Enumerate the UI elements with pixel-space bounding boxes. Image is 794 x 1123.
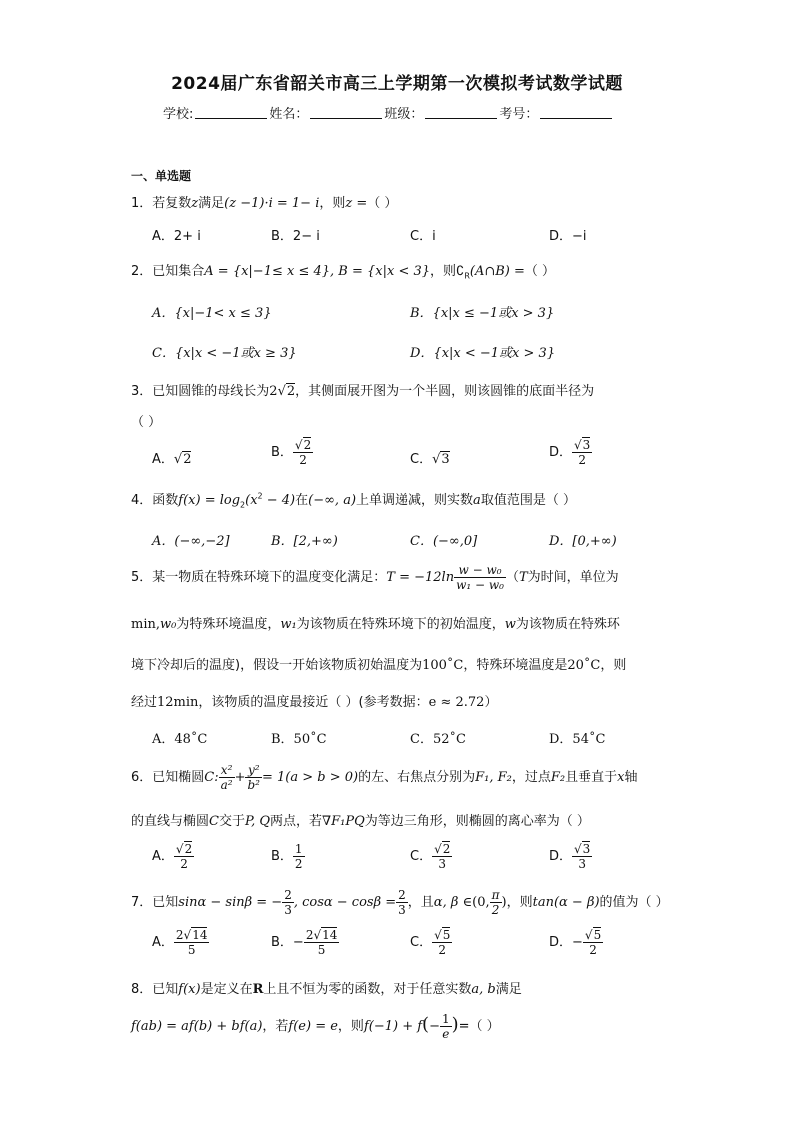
q5-option-a: A．48˚C [152,732,208,747]
q1-option-b: B．2− i [271,229,320,244]
q7-option-a: A． $\frac{2√14}{5}$ [152,928,208,957]
question-3-paren: （ ） [131,415,162,430]
question-5-line-3: 境下冷却后的温度)，假设一开始该物质初始温度为100˚C，特殊环境温度是20˚C，则 [131,658,627,673]
q7-option-d: D．− $\frac{√5}{2}$ [549,928,602,957]
q2-option-c: C．{x|x < −1或x ≥ 3} [152,346,297,361]
school-blank[interactable] [195,106,267,119]
q5-option-c: C．52˚C [410,732,466,747]
q5-option-b: B．50˚C [271,732,327,747]
q7-option-c: C． $\frac{√5}{2}$ [410,928,451,957]
question-8-line-2: f(ab) = af(b) + bf(a)，若f(e) = e，则f(−1) + f(− $\frac{1}{e}$ )=（ ） [131,1012,500,1041]
q7-option-b: B．− $\frac{2√14}{5}$ [271,928,338,957]
number-label: 考号： [499,107,539,122]
question-6-line-2: 的直线与椭圆C交于P, Q两点，若∇F₁PQ为等边三角形，则椭圆的离心率为（ ） [131,814,590,829]
q2-option-d: D．{x|x < −1或x > 3} [410,346,556,361]
q1-option-d: D．−i [549,229,587,244]
q6-option-b: B． $\frac{1}{2}$ [271,842,303,871]
q2-option-a: A．{x|−1< x ≤ 3} [152,306,272,321]
question-3-stem: 3．已知圆锥的母线长为2√2，其侧面展开图为一个半圆，则该圆锥的底面半径为 [131,384,595,399]
q6-option-c: C． $\frac{√2}{3}$ [410,842,451,871]
question-5-line-2: min,w₀为特殊环境温度，w₁为该物质在特殊环境下的初始温度，w为该物质在特殊环 [131,617,620,632]
question-1-stem: 1．若复数z满足(z −1)·i = 1− i，则z =（ ） [131,196,398,211]
question-6-line-1: 6．已知椭圆C: $\frac{\text{x²}}{\text{a²}}$ + $\frac{\text{y²}}{\text{b²}}$ = 1(a > b > 0)的左、右焦点分别为F₁, F₂，过点F₂且垂直于x轴 [131,763,638,792]
q6-option-d: D． $\frac{√3}{3}$ [549,842,591,871]
class-label: 班级： [384,107,424,122]
question-7-stem: 7．已知sinα − sinβ = − $\frac{2}{3}$ , cosα − cosβ = $\frac{2}{3}$ ，且α, β ∈(0, $\frac{\pi}{2}$ )，则tan(α − β)的值为（ ） [131,888,669,917]
q6-option-a: A． $\frac{√2}{2}$ [152,842,193,871]
q3-option-c: C．√3 [410,452,450,467]
question-8-line-1: 8．已知f(x)是定义在R上且不恒为零的函数，对于任意实数a, b满足 [131,982,522,997]
q3-option-a: A．√2 [152,452,192,467]
class-blank[interactable] [425,106,497,119]
number-blank[interactable] [540,106,612,119]
q2-option-b: B．{x|x ≤ −1或x > 3} [410,306,555,321]
question-5-line-1: 5．某一物质在特殊环境下的温度变化满足：T = −12ln $\frac{\text{w − w₀}}{\text{w₁ − w₀}}$ （T为时间，单位为 [131,563,619,592]
school-label: 学校: [163,107,194,122]
q1-option-c: C．i [410,229,436,244]
q4-option-b: B．[2,+∞) [271,534,338,549]
name-blank[interactable] [310,106,382,119]
question-2-stem: 2．已知集合A = {x|−1≤ x ≤ 4}, B = {x|x < 3}，则$∁_R(A\cap B)$ =（ ） [131,264,556,281]
page-title: 2024届广东省韶关市高三上学期第一次模拟考试数学试题 [171,74,623,94]
q3-option-b: B． $\frac{√2}{2}$ [271,438,312,467]
q4-option-d: D．[0,+∞) [549,534,617,549]
question-5-line-4: 经过12min，该物质的温度最接近（ ）(参考数据：e ≈ 2.72） [131,695,498,710]
q1-option-a: A．2+ i [152,229,201,244]
q5-option-d: D．54˚C [549,732,606,747]
student-info-line [163,103,614,122]
q4-option-a: A．(−∞,−2] [152,534,230,549]
q3-option-d: D． $\frac{√3}{2}$ [549,438,591,467]
q4-option-c: C．(−∞,0] [410,534,478,549]
section-heading: 一、单选题 [131,169,192,183]
question-4-stem: 4．函数$f(x) = \log_2(x^2 - 4)$在(−∞, a)上单调递减，则实数a取值范围是（ ） [131,491,576,510]
name-label: 姓名： [269,107,309,122]
